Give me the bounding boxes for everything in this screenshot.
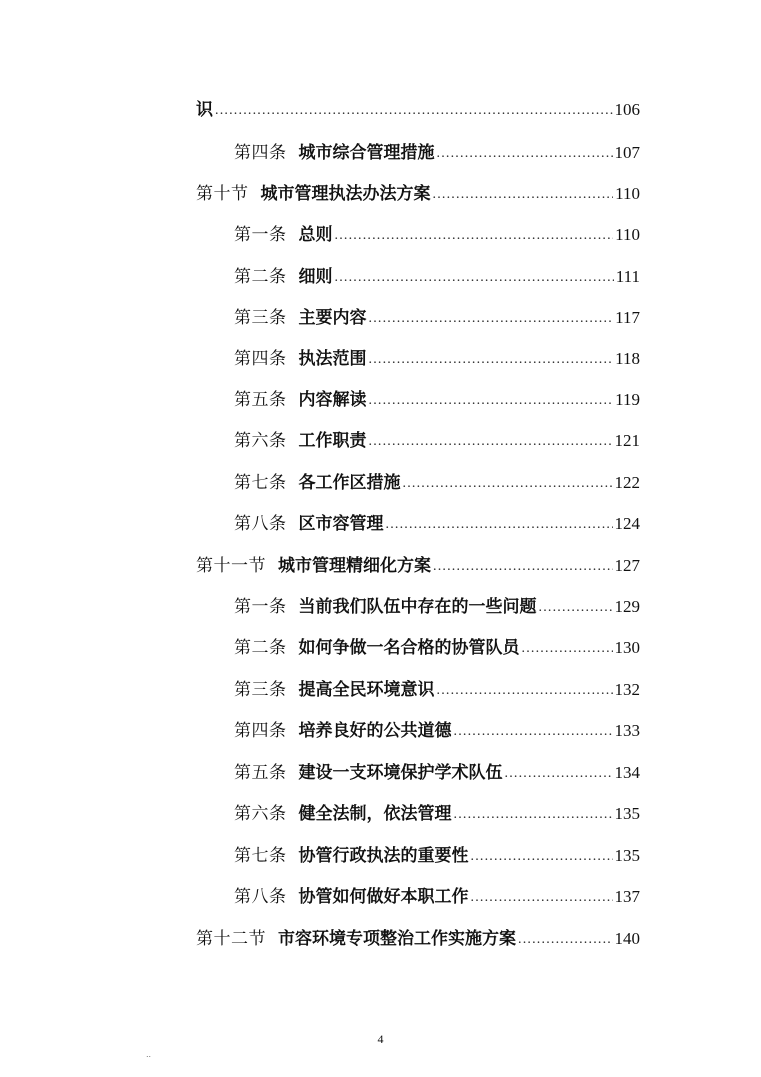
toc-entry-page: 137 [614, 887, 640, 906]
toc-entry-number: 第十一节 [196, 556, 266, 575]
toc-entry-page: 121 [614, 431, 640, 450]
toc-entry-9[interactable] [0, 469, 640, 497]
dot-leader [539, 594, 613, 622]
toc-entry-7[interactable] [0, 386, 640, 414]
toc-entry-title: 如何争做一名合格的协管队员 [298, 638, 520, 658]
toc-entry-14[interactable] [0, 676, 640, 704]
toc-entry-title: 培养良好的公共道德 [298, 721, 452, 741]
toc-entry-12[interactable] [0, 593, 640, 621]
dot-leader [433, 181, 614, 209]
toc-entry-page: 117 [615, 308, 640, 327]
toc-entry-page: 107 [614, 143, 640, 162]
toc-entry-title: 总则 [298, 225, 333, 245]
toc-entry-title: 识 [196, 100, 213, 120]
toc-entry-number: 第八条 [234, 514, 287, 533]
toc-entry-number: 第七条 [234, 473, 287, 492]
dot-leader [369, 346, 614, 374]
toc-entry-page: 110 [615, 225, 640, 244]
dot-leader [437, 677, 613, 705]
toc-entry-number: 第二条 [234, 638, 287, 657]
toc-entry-page: 119 [615, 390, 640, 409]
toc-entry-number: 第一条 [234, 225, 287, 244]
toc-entry-number: 第四条 [234, 721, 287, 740]
toc-entry-title: 市容环境专项整治工作实施方案 [278, 929, 516, 949]
toc-entry-20[interactable] [0, 925, 640, 953]
toc-entry-11[interactable] [0, 552, 640, 580]
toc-entry-number: 第五条 [234, 763, 287, 782]
toc-entry-page: 129 [614, 597, 640, 616]
dot-leader [454, 801, 613, 829]
toc-entry-number: 第七条 [234, 846, 287, 865]
toc-entry-0[interactable] [0, 96, 640, 124]
toc-entry-number: 第四条 [234, 143, 287, 162]
dot-leader [335, 222, 614, 250]
toc-entry-page: 134 [614, 763, 640, 782]
toc-entry-4[interactable] [0, 263, 640, 291]
toc-entry-number: 第十二节 [196, 929, 266, 948]
toc-entry-page: 122 [614, 473, 640, 492]
dot-leader [369, 428, 613, 456]
toc-entry-17[interactable] [0, 800, 640, 828]
toc-entry-page: 118 [615, 349, 640, 368]
toc-entry-title: 内容解读 [298, 390, 367, 410]
toc-entry-15[interactable] [0, 717, 640, 745]
dot-leader [386, 511, 613, 539]
toc-entry-page: 124 [614, 514, 640, 533]
toc-entry-title: 区市容管理 [298, 514, 384, 534]
toc-entry-page: 135 [614, 846, 640, 865]
toc-entry-19[interactable] [0, 883, 640, 911]
toc-entry-page: 130 [614, 638, 640, 657]
toc-entry-page: 133 [614, 721, 640, 740]
dot-leader [471, 843, 613, 871]
toc-entry-title: 提高全民环境意识 [298, 680, 435, 700]
toc-entry-number: 第二条 [234, 267, 287, 286]
toc-entry-number: 第六条 [234, 431, 287, 450]
dot-leader [471, 884, 613, 912]
toc-entry-16[interactable] [0, 759, 640, 787]
toc-entry-page: 135 [614, 804, 640, 823]
dot-leader [454, 718, 613, 746]
toc-entry-title: 工作职责 [298, 431, 367, 451]
toc-entry-page: 110 [615, 184, 640, 203]
toc-entry-title: 主要内容 [298, 308, 367, 328]
toc-entry-title: 执法范围 [298, 349, 367, 369]
toc-entry-1[interactable] [0, 139, 640, 167]
corner-mark: .. [146, 1050, 152, 1059]
toc-entry-6[interactable] [0, 345, 640, 373]
toc-entry-page: 127 [614, 556, 640, 575]
toc-entry-title: 城市综合管理措施 [298, 143, 435, 163]
toc-entry-3[interactable] [0, 221, 640, 249]
dot-leader [369, 305, 614, 333]
toc-entry-page: 140 [614, 929, 640, 948]
toc-entry-number: 第一条 [234, 597, 287, 616]
dot-leader [522, 635, 613, 663]
toc-entry-number: 第三条 [234, 680, 287, 699]
toc-entry-title: 城市管理执法办法方案 [260, 184, 431, 204]
toc-entry-number: 第八条 [234, 887, 287, 906]
toc-entry-title: 健全法制，依法管理 [298, 804, 452, 824]
toc-entry-title: 细则 [298, 267, 333, 287]
dot-leader [335, 264, 614, 292]
toc-entry-title: 建设一支环境保护学术队伍 [298, 763, 503, 783]
toc-entry-10[interactable] [0, 510, 640, 538]
toc-entry-title: 当前我们队伍中存在的一些问题 [298, 597, 537, 617]
toc-entry-number: 第五条 [234, 390, 287, 409]
dot-leader [433, 553, 613, 581]
dot-leader [215, 97, 613, 125]
dot-leader [369, 387, 614, 415]
toc-entry-page: 132 [614, 680, 640, 699]
toc-entry-title: 城市管理精细化方案 [278, 556, 431, 576]
toc-entry-number: 第十节 [196, 184, 249, 203]
page-number: 4 [377, 1032, 384, 1046]
toc-entry-number: 第四条 [234, 349, 287, 368]
toc-entry-8[interactable] [0, 427, 640, 455]
toc-entry-18[interactable] [0, 842, 640, 870]
toc-entry-page: 106 [614, 100, 640, 119]
toc-entry-2[interactable] [0, 180, 640, 208]
dot-leader [403, 470, 613, 498]
toc-entry-title: 协管行政执法的重要性 [298, 846, 469, 866]
toc-entry-13[interactable] [0, 634, 640, 662]
dot-leader [437, 140, 613, 168]
toc-entry-title: 各工作区措施 [298, 473, 401, 493]
dot-leader [505, 760, 613, 788]
dot-leader [518, 926, 613, 954]
toc-entry-title: 协管如何做好本职工作 [298, 887, 469, 907]
toc-entry-number: 第六条 [234, 804, 287, 823]
toc-entry-5[interactable] [0, 304, 640, 332]
toc-entry-page: 111 [615, 267, 640, 286]
toc-entry-number: 第三条 [234, 308, 287, 327]
